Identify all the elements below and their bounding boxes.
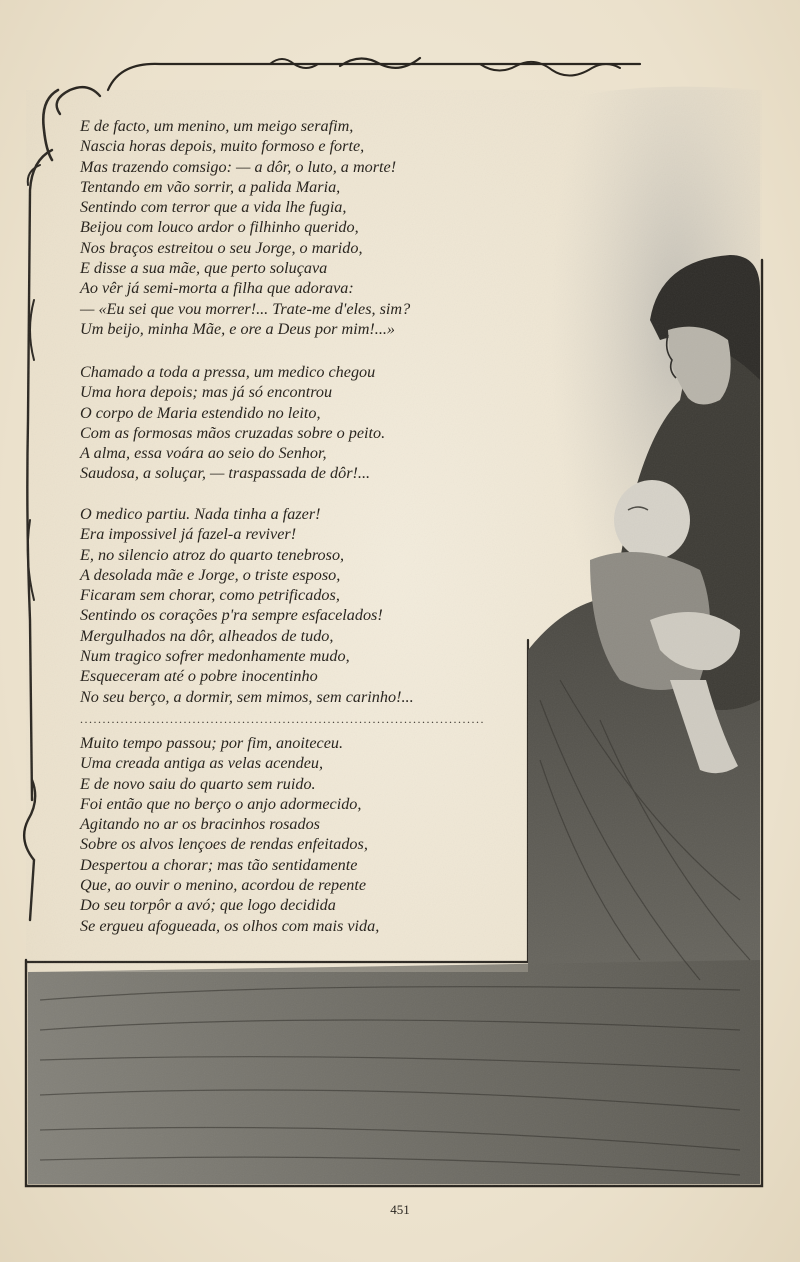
verse-line: E de novo saiu do quarto sem ruido.: [80, 774, 316, 793]
verse-line: Nascia horas depois, muito formoso e forte,: [80, 137, 365, 156]
verse-line: Beijou com louco ardor o filhinho querido,: [80, 218, 359, 237]
verse-line: Esqueceram até o pobre inocentinho: [80, 667, 318, 686]
verse-line: Um beijo, minha Mãe, e ore a Deus por mim!...»: [80, 319, 396, 338]
verse-line: Mas trazendo comsigo: — a dôr, o luto, a morte!: [80, 157, 397, 176]
verse-line: Sobre os alvos lençoes de rendas enfeitados,: [80, 835, 368, 854]
dotted-separator: ..........................................................................................: [80, 712, 485, 726]
verse-line: Agitando no ar os bracinhos rosados: [80, 815, 320, 834]
page-number: 451: [390, 1202, 410, 1217]
stanza-1: [80, 116, 520, 339]
verse-line: E de facto, um menino, um meigo serafim,: [80, 117, 354, 135]
verse-line: O corpo de Maria estendido no leito,: [80, 403, 321, 422]
verse-line: Sentindo os corações p'ra sempre esfacelados!: [80, 606, 383, 625]
verse-line: E disse a sua mãe, que perto soluçava: [80, 259, 328, 278]
verse-line: Despertou a chorar; mas tão sentidamente: [80, 855, 358, 874]
stanza-3: [80, 504, 520, 707]
verse-line: A desolada mãe e Jorge, o triste esposo,: [80, 565, 341, 584]
verse-line: O medico partiu. Nada tinha a fazer!: [80, 505, 321, 523]
verse-line: Tentando em vão sorrir, a palida Maria,: [80, 177, 341, 196]
verse-line: Saudosa, a soluçar, — traspassada de dôr!...: [80, 464, 371, 483]
verse-line: Uma hora depois; mas já só encontrou: [80, 383, 333, 402]
verse-line: Se ergueu afogueada, os olhos com mais vida,: [80, 916, 380, 935]
verse-line: Ficaram sem chorar, como petrificados,: [80, 586, 340, 605]
verse-line: Nos braços estreitou o seu Jorge, o marido,: [80, 238, 363, 257]
stanza-2: [80, 362, 520, 484]
verse-line: Uma creada antiga as velas acendeu,: [80, 754, 324, 773]
verse-line: No seu berço, a dormir, sem mimos, sem carinho!...: [80, 687, 414, 706]
verse-line: Que, ao ouvir o menino, acordou de repente: [80, 876, 367, 895]
verse-line: Sentindo com terror que a vida lhe fugia,: [80, 198, 347, 217]
verse-line: Muito tempo passou; por fim, anoiteceu.: [80, 734, 344, 752]
verse-line: E, no silencio atroz do quarto tenebroso,: [80, 545, 345, 564]
verse-line: Chamado a toda a pressa, um medico chegou: [80, 363, 376, 381]
verse-line: Foi então que no berço o anjo adormecido,: [80, 794, 362, 813]
verse-line: — «Eu sei que vou morrer!... Trate-me d'eles, sim?: [80, 299, 411, 318]
verse-line: Ao vêr já semi-morta a filha que adorava:: [80, 279, 354, 298]
stanza-4: [80, 733, 520, 936]
verse-line: A alma, essa voára ao seio do Senhor,: [80, 444, 327, 463]
verse-line: Mergulhados na dôr, alheados de tudo,: [80, 626, 334, 645]
verse-line: Era impossivel já fazel-a reviver!: [80, 525, 297, 544]
verse-line: Com as formosas mãos cruzadas sobre o peito.: [80, 423, 386, 442]
verse-line: Num tragico sofrer medonhamente mudo,: [80, 647, 350, 666]
verse-line: Do seu torpôr a avó; que logo decidida: [80, 896, 336, 915]
